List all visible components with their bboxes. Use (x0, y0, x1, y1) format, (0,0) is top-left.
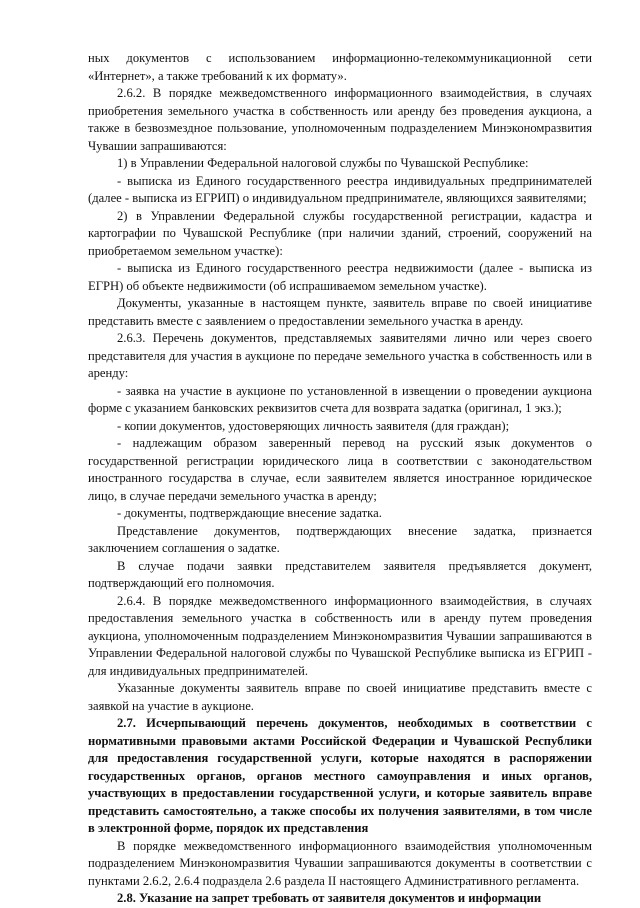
list-item-translation: - надлежащим образом заверенный перевод на русский язык документов о государственной регистрации юридического лица в соответствии с законодательством иностранного государства в случае, если заявителем является иностранное юридическое лицо, в случае передачи земельного участка в аренду; (88, 436, 592, 503)
list-item-id-copies: - копии документов, удостоверяющих личность заявителя (для граждан); (117, 418, 510, 433)
paragraph-2-6-4: 2.6.4. В порядке межведомственного информационного взаимодействия, в случаях предоставления земельного участка в собственность или в аренду путем проведения аукциона, уполномоченным подразделением Минэкономразвития Чувашии запрашиваются в Управлении Федеральной налоговой службы по Чувашской Республике выписка из ЕГРИП - для индивидуальных предпринимателей. (88, 593, 592, 678)
section-heading-2-7: 2.7. Исчерпывающий перечень документов, необходимых в соответствии с нормативными правовыми актами Российской Федерации и Чувашской Республики для предоставления государственной услуги, которые находятся в распоряжении государственных органов, органов местного самоуправления и иных органов, участвующих в предоставлении государственной услуги, и которые заявитель вправе представить самостоятельно, а также способы их получения заявителями, в том числе в электронной форме, порядок их представления (88, 716, 592, 835)
paragraph-deposit-agreement: Представление документов, подтверждающих внесение задатка, признается заключением соглашения о задатке. (88, 523, 592, 555)
list-item-application: - заявка на участие в аукционе по установленной в извещении о проведении аукциона форме с указанием банковских реквизитов счета для возврата задатка (оригинал, 1 экз.); (88, 383, 592, 415)
list-item-fns: 1) в Управлении Федеральной налоговой службы по Чувашской Республике: (117, 156, 529, 170)
paragraph-representative: В случае подачи заявки представителем заявителя предъявляется документ, подтверждающий его полномочия. (88, 558, 592, 590)
list-item-deposit: - документы, подтверждающие внесение задатка. (117, 506, 382, 520)
paragraph-2-6-2: 2.6.2. В порядке межведомственного информационного взаимодействия, в случаях приобретения земельного участка в собственность или аренду без проведения аукциона, а также в безвозмездное пользование, уполномоченным подразделением Минэкономразвития Чувашии запрашиваются: (88, 86, 592, 153)
paragraph-documents-note: Документы, указанные в настоящем пункте, заявитель вправе по своей инициативе представить вместе с заявлением о предоставлении земельного участка в аренду. (88, 296, 592, 328)
list-item-egrn: - выписка из Единого государственного реестра недвижимости (далее - выписка из ЕГРН) об объекте недвижимости (об испрашиваемом земельном участке). (88, 261, 592, 293)
section-heading-2-8: 2.8. Указание на запрет требовать от заявителя документов и информации (117, 891, 542, 905)
paragraph-continuation: ных документов с использованием информационно-телекоммуникационной сети «Интернет», а также требований к их формату». (88, 51, 592, 83)
paragraph-documents-auction: Указанные документы заявитель вправе по своей инициативе представить вместе с заявкой на участие в аукционе. (88, 681, 592, 713)
list-item-egrip: - выписка из Единого государственного реестра индивидуальных предпринимателей (далее - выписка из ЕГРИП) о индивидуальном предпринимателе, являющихся заявителями; (88, 173, 592, 205)
paragraph-interagency: В порядке межведомственного информационного взаимодействия уполномоченным подразделением Минэкономразвития Чувашии запрашиваются документы в соответствии с пунктами 2.6.2, 2.6.4 подраздела 2.6 раздела II настоящего Административного регламента. (88, 838, 592, 888)
paragraph-2-6-3: 2.6.3. Перечень документов, представляемых заявителями лично или через своего представителя для участия в аукционе по передаче земельного участка в собственность или в аренду: (88, 331, 592, 380)
list-item-rosreestr: 2) в Управлении Федеральной службы государственной регистрации, кадастра и картографии по Чувашской Республике (при наличии зданий, строений, сооружений на приобретаемом земельном участке): (88, 208, 592, 258)
document-body (88, 50, 592, 908)
